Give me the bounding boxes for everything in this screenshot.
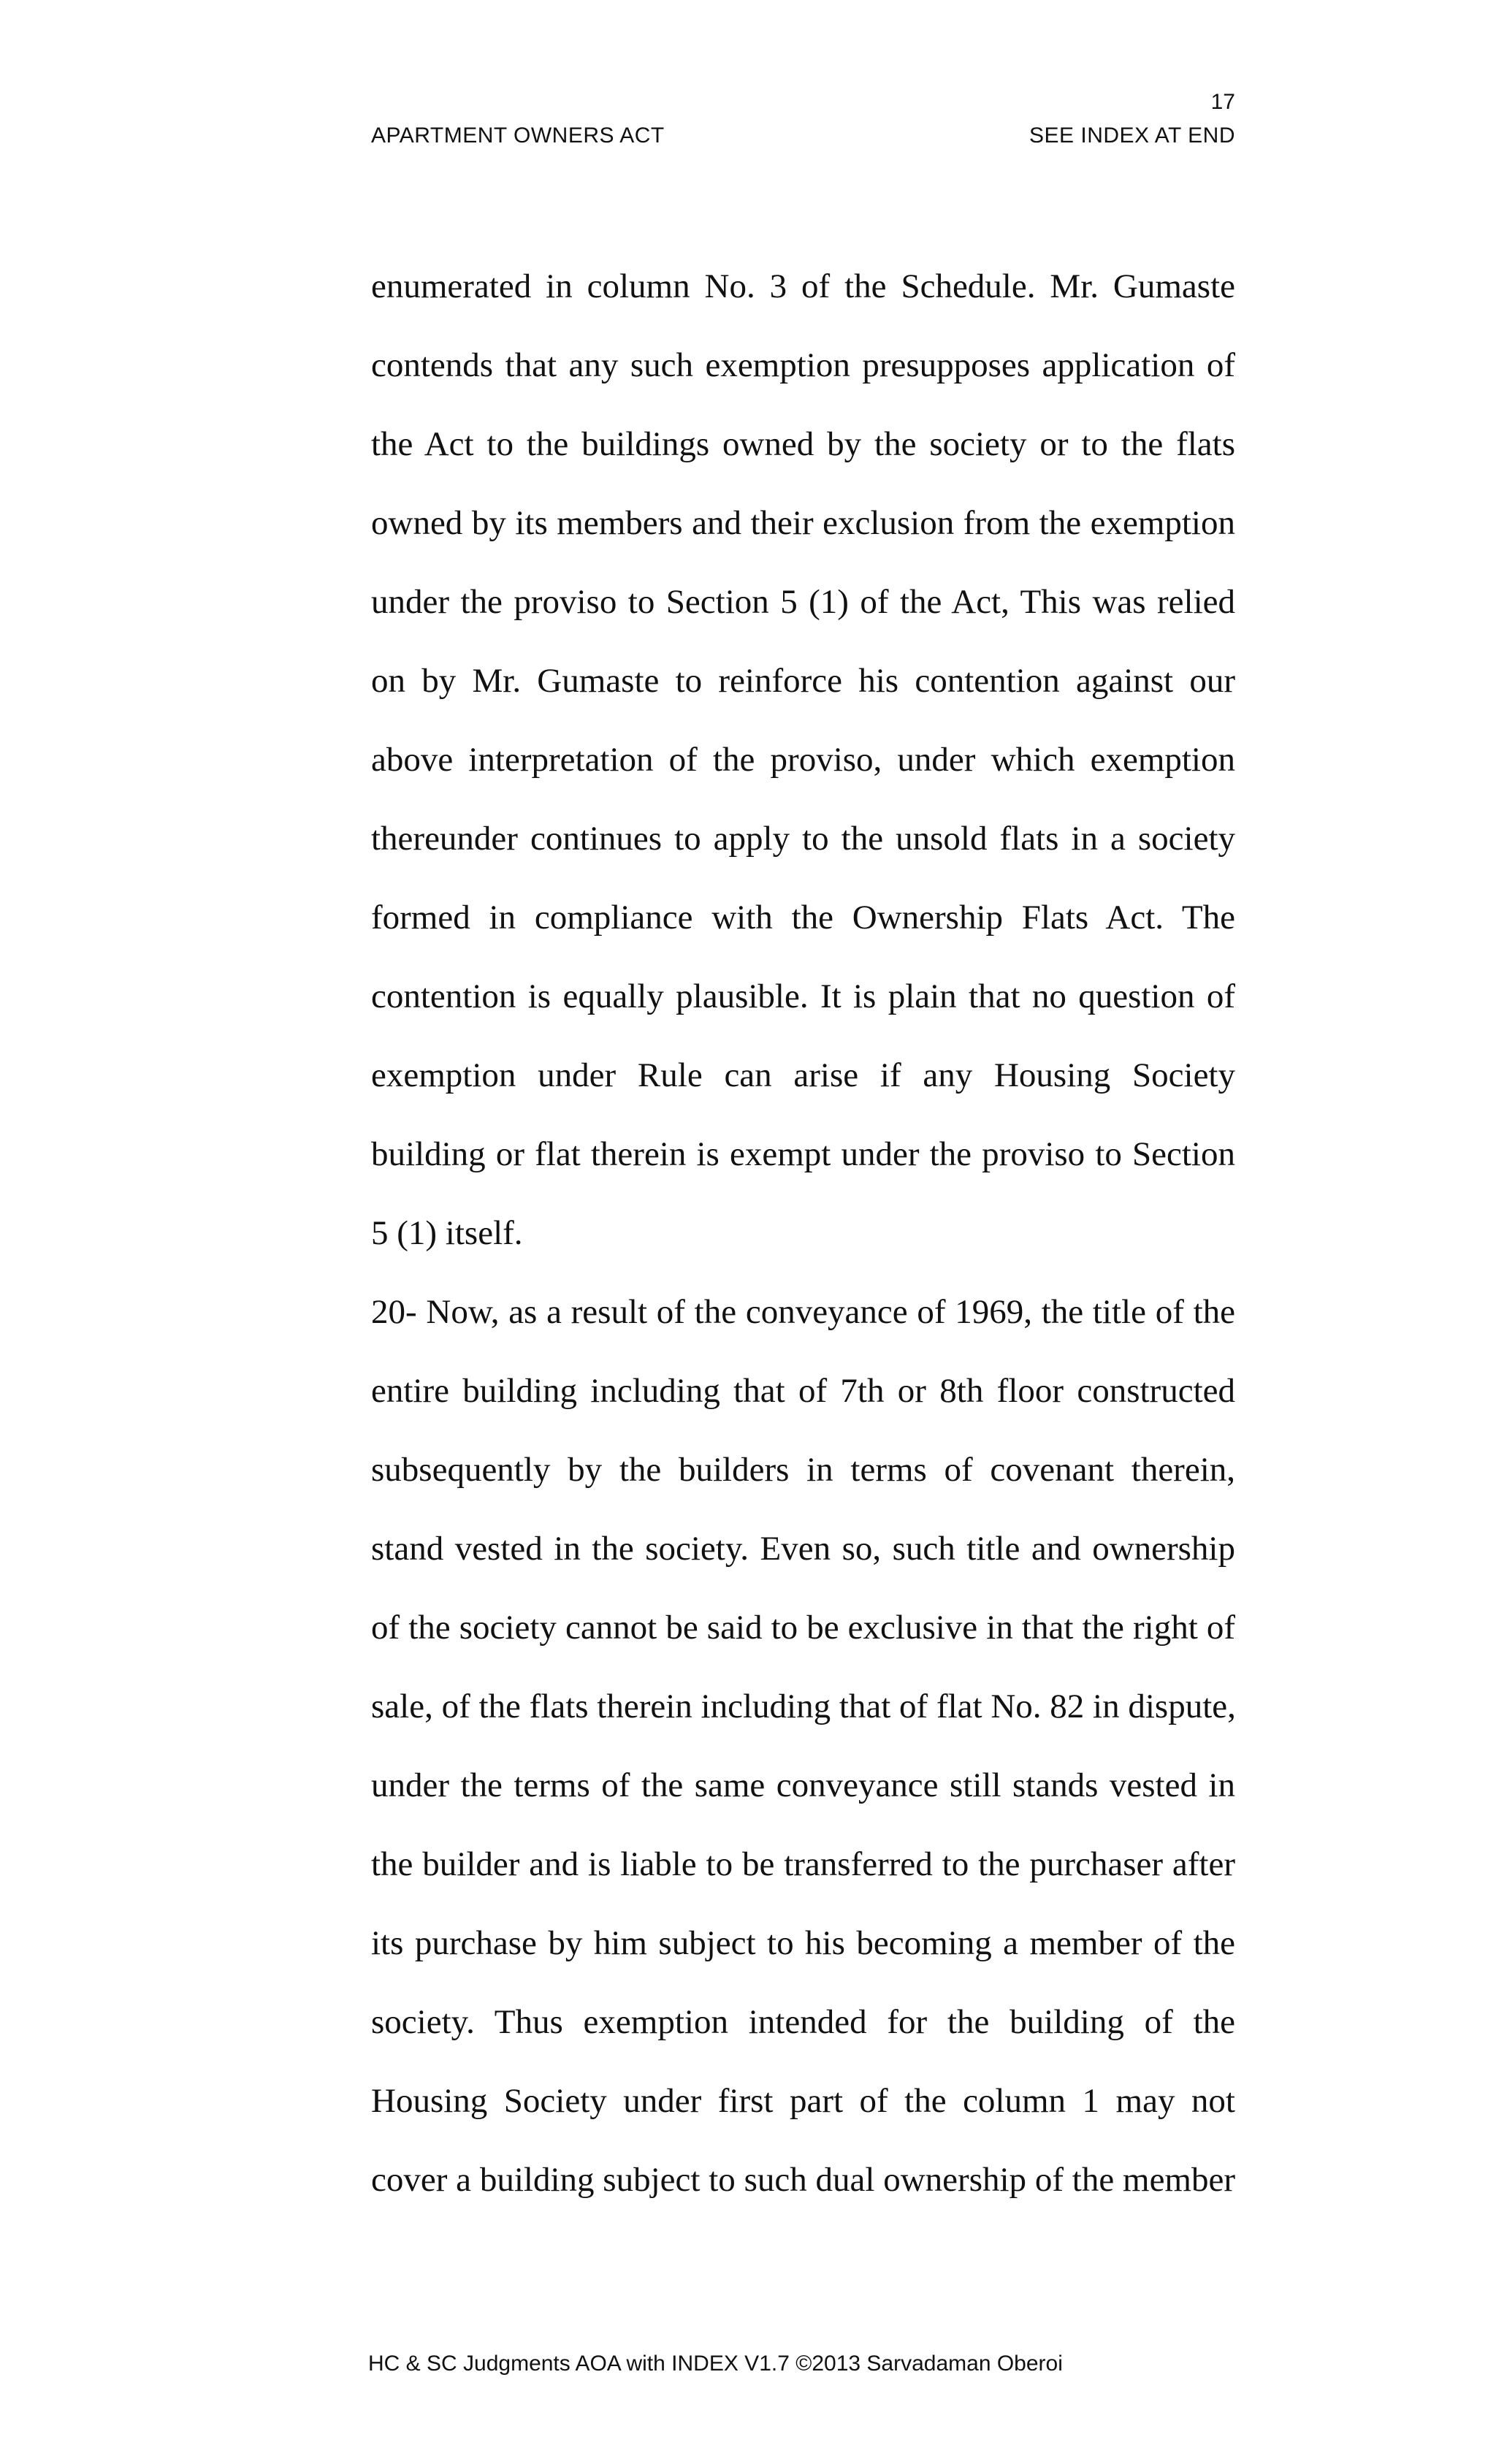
text-line: above interpretation of the proviso, under which exemption — [371, 741, 1235, 779]
text-line: thereunder continues to apply to the unsold flats in a society — [371, 820, 1235, 858]
text-line: 20- Now, as a result of the conveyance of 1969, the title of the — [371, 1293, 1235, 1331]
judgment-text — [371, 262, 1235, 2234]
text-line: the builder and is liable to be transferred to the purchaser after — [371, 1845, 1235, 1883]
text-line: contends that any such exemption presupposes application of — [371, 346, 1235, 384]
text-line: on by Mr. Gumaste to reinforce his contention against our — [371, 662, 1235, 700]
text-line: enumerated in column No. 3 of the Schedule. Mr. Gumaste — [371, 267, 1235, 305]
text-line: society. Thus exemption intended for the building of the — [371, 2003, 1235, 2041]
page-footer: HC & SC Judgments AOA with INDEX V1.7 ©2013 Sarvadaman Oberoi — [368, 2352, 1063, 2376]
page-number: 17 — [1210, 90, 1235, 114]
text-line: the Act to the buildings owned by the society or to the flats — [371, 425, 1235, 463]
text-line: sale, of the flats therein including that of flat No. 82 in dispute, — [371, 1687, 1236, 1725]
header-title: APARTMENT OWNERS ACT — [371, 123, 665, 148]
text-line: under the terms of the same conveyance still stands vested in — [371, 1766, 1235, 1804]
text-line: exemption under Rule can arise if any Housing Society — [371, 1056, 1235, 1094]
running-header — [371, 121, 1235, 150]
text-line: stand vested in the society. Even so, such title and ownership — [371, 1530, 1235, 1568]
text-line: contention is equally plausible. It is plain that no question of — [371, 977, 1235, 1015]
text-line: entire building including that of 7th or 8th floor constructed — [371, 1372, 1235, 1410]
text-line: building or flat therein is exempt under the proviso to Section — [371, 1135, 1235, 1173]
text-line: 5 (1) itself. — [371, 1214, 523, 1252]
text-line: of the society cannot be said to be exclusive in that the right of — [371, 1609, 1235, 1647]
text-line: owned by its members and their exclusion from the exemption — [371, 504, 1235, 542]
text-line: under the proviso to Section 5 (1) of the Act, This was relied — [371, 583, 1235, 621]
text-line: cover a building subject to such dual ownership of the member — [371, 2161, 1235, 2199]
text-line: formed in compliance with the Ownership Flats Act. The — [371, 899, 1235, 937]
text-line: its purchase by him subject to his becoming a member of the — [371, 1924, 1235, 1962]
text-line: Housing Society under first part of the column 1 may not — [371, 2082, 1235, 2120]
text-line: subsequently by the builders in terms of covenant therein, — [371, 1451, 1235, 1489]
header-index-note: SEE INDEX AT END — [1029, 123, 1235, 148]
